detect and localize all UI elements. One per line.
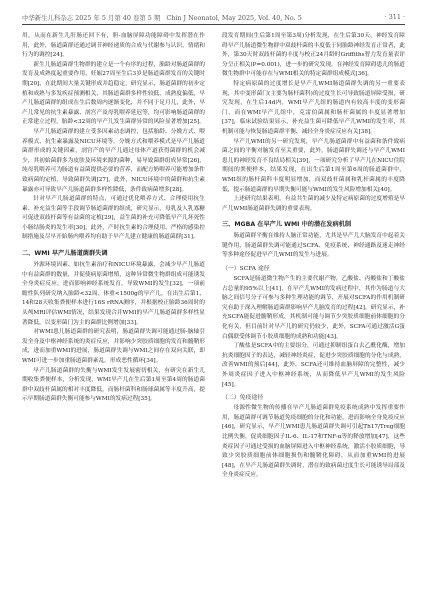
- section-heading: 二、WMI 早产儿肠道菌群失调: [22, 250, 108, 258]
- journal-title-cn: 中华新生儿科杂志 2025 年 5 月第 40 卷第 5 期: [22, 13, 161, 22]
- journal-title-en: Chin J Neonatol, May 2025, Vol. 40, No. 5: [166, 13, 302, 22]
- subsection-heading: （二）免疫途径: [222, 395, 264, 402]
- body-paragraph: 特定病原菌的过度增长是早产儿WMI肠道菌群失调的另一重要表现，其中变形菌门(主要为肠杆菌科)的过度生长可导致肠道屏障受损，研究发现，在生后14d内，WMI早产儿组的肠道内有较高丰度的变形菌门，而在WMI早产儿组中，克雷伯菌属和肠杆菌属的丰度显著增加[37]，临床试验结果显示，补充益生菌可降低早产儿WMI的发生率，其机制可能与恢复肠道菌群平衡、减轻全身炎症反应有关[38]。: [222, 80, 405, 135]
- body-paragraph: 新生儿肠道菌群生物群的建立是一个有序的过程，胎龄对肠道菌群的发育及成熟度起重要作用，妊娠27周至生后3岁是肠道菌群发育的关键时期[20]，在此期间大量关键形成并趋稳定，研究显示，肠道菌群的初步定植和成熟与多发疾症预测相关，其肠道菌群多样性较低，成熟度偏低，早产儿肠道菌群的组成在生后数周内逐渐变化，并不同于足月儿，此外，早产儿常见的抗生素暴露、剖宫产及母乳喂养延迟等，均可影响肠道菌群的正常建立过程，胎龄<32周的早产儿发生菌群异常的风险显著增加[25]。: [22, 61, 205, 126]
- subsection-heading: （一）SCFA 途径: [222, 266, 270, 273]
- body-paragraph: 母源性微生物的传播在早产儿肠道菌群免疫系统成熟中发挥重要作用，肠道菌群可调节肠道免疫细胞的分化和功能，进而影响全身免疫反应[46]，研究显示，早产儿WMI患儿肠道菌群失调可引起Th17/Treg细胞比例失衡，促炎细胞因子IL-6、IL-17和TNF-α等的释放增加[47]，这些炎症因子可通过受损的血脑屏障进入中枢神经系统，激活小胶质细胞，导致少突胶质细胞前体细胞损伤和髓鞘化障碍，从而加重WMI的进展[48]，在早产儿肠道菌群失调时，潜在的致病菌过度生长可能诱导局部及全身炎症反应。: [222, 405, 405, 479]
- body-paragraph: 早产儿肠道菌群的失衡与WMI发生发展密切相关，有研究在新生儿期收集粪便样本，分析发现，WMI早产儿在生后第1周至第4周的肠道菌群中双歧杆菌属的相对丰度降低，而肠杆菌科和肠球菌属等丰度升高，提示早期肠道菌群失衡可能参与WMI的发病过程[35]。: [22, 367, 205, 403]
- running-header: [22, 10, 405, 25]
- body-paragraph: SCFA是肠道微生物产生的主要代谢产物，乙酸盐、丙酸盐和丁酸盐占总量的95%以上[41]，在早产儿WMI的发病过程中，其作为肠道与大脑之间信号分子可参与多种生理功能的调节，开展对SCFA的作用机制研究有助于深入理解肠道菌群影响早产儿脑发育的过程[42]，研究显示，补充SCFA能促进髓鞘形成，其机制可能与调节少突胶质细胞前体细胞的分化有关，但目前针对早产儿的研究仍较少，此外，SCFA可通过激活G蛋白偶联受体调节小胶质细胞的成熟和功能[43]。: [222, 276, 405, 340]
- body-paragraph: 段发育期间(生后第1周至第3周)分析发现，在生后第30天，神经发育障碍早产儿肠道微生物群中双歧杆菌的丰度低于同胎龄神经发育正常者，此外，第30天时双歧杆菌的丰度与校正24月龄时Griffiths智力发育量表评分呈正相关(P=0.001)，进一步的研究发现，在神经发育障碍患儿的肠道微生物群中可能存在与WMI相关的特定菌群组成模式[36]。: [222, 33, 405, 78]
- body-paragraph: 早产儿肠道菌群的建立受多因素动态调控，包括胎龄、分娩方式、喂养模式、抗生素暴露及NICU环境等。分娩方式和喂养模式是早产儿肠道菌群形成的关键因素，剖宫产的早产儿通过母体产道获得菌群的机会减少，其初始菌群多为皮肤及环境来源的菌种，易导致菌群组成异常[26]，纯母乳喂养可为肠道有益菌提供必要的营养，而配方奶喂养可能增加条件致病菌的定植，导致菌群失调[27]，此外，NICU环境中的菌群和抗生素暴露亦可导致早产儿肠道菌群多样性降低，条件致病菌增多[28]。: [22, 128, 205, 193]
- section-heading: 三、MGBA 在早产儿 WMI 中的潜在发病机制: [222, 221, 352, 229]
- body-paragraph: 针对早产儿肠道菌群的特点，可通过优化喂养方式、合理使用抗生素、补充益生菌等手段调节肠道菌群的组成，研究显示，母乳及人乳寡糖可促进双歧杆菌等有益菌的定植[29]，益生菌的补充可降低早产儿坏死性小肠结肠炎的发生率[30]，此外，产时抗生素的合理使用、严格的感染控制措施及尽早开始肠内喂养均有助于早产儿建立健康的肠道菌群[31]。: [22, 196, 205, 241]
- body-paragraph: 上述研究结果表明，有益共生菌的减少及特定病原菌的过度增殖是早产儿WMI肠道菌群失调的重要表现。: [222, 196, 405, 212]
- body-paragraph: 早产儿WMI的另一研究发现，早产儿肠道菌群中有益菌和条件致病菌之间的平衡对脑发育至关重要，此外，肠道菌群失调还与早产儿WMI患儿的神经发育不良结局相关[39]，一项研究分析了早产儿在NICU住院期间的粪便样本，结果发现，在出生后第1周至第6周的肠道菌群中，WMI组的肠杆菌科丰度明显增加，而双歧杆菌属和乳杆菌属的丰度降低，提示肠道菌群的早期失衡可能与WMI的发生风险增加相关[40]。: [222, 138, 405, 193]
- right-column: [222, 32, 405, 481]
- body-paragraph: 肠道菌群平衡在维持人脑正常功能，尤其是早产儿大脑发育中起着关键作用，肠道菌群失调可能通过SCFA、免疫系统、神经通路及迷走神经等多种途径促进早产儿WMI的发生与进展。: [222, 233, 405, 259]
- body-paragraph: 对WMI患儿肠道菌群的研究表明，肠道菌群失调可能通过肠-脑轴引发全身及中枢神经系统的炎症反应，并影响少突胶质细胞的发育和髓鞘形成，进而加重WMI的进展，肠道菌群失调与WMI之间存在双向关联，即WMI可进一步加重肠道菌群紊乱，形成恶性循环[34]。: [22, 329, 205, 364]
- page-number: · 311 ·: [384, 13, 405, 21]
- left-column: [22, 32, 205, 405]
- body-paragraph: 用，从而在新生儿肝肠还回下有，胆-血脑屏障功能障碍中发挥潜在作用，此外，肠道菌群还通过调节神经递质的合成与代谢参与认识，情绪和行为的调控[24]。: [22, 33, 205, 59]
- body-paragraph: 外源环境因素、如抗生素治疗和NICU环境暴露，会减少早产儿肠道中有益菌群的数量，并促使病原菌增殖，这种异常微生物群组成可能诱发全身炎症反应，进而影响神经系统发育，导致WMI的发生[32]，一项前瞻性队列研究纳入胎龄<32周、体重<1500g的早产儿，在出生后第1、14和28天收集粪便样本进行16S rRNA测序，并根据校正胎龄36周时的头颅MRI评估WMI情况，结果发现合并WMI的早产儿肠道菌群多样性显著降低，以变形菌门为主的菌群比例增加[33]。: [22, 262, 205, 326]
- body-paragraph: 丁酸盐是SCFA中的主要组分，可通过抑制组蛋白去乙酰化酶，增加抗炎细胞因子的表达，减轻神经炎症，促进少突胶质细胞的分化与成熟，改善WMI的预后[44]，此外，SCFA还可维持血脑屏障的完整性，减少外周炎症因子进入中枢神经系统，从而降低早产儿WMI的发生风险[45]。: [222, 343, 405, 388]
- journal-info: [22, 13, 377, 22]
